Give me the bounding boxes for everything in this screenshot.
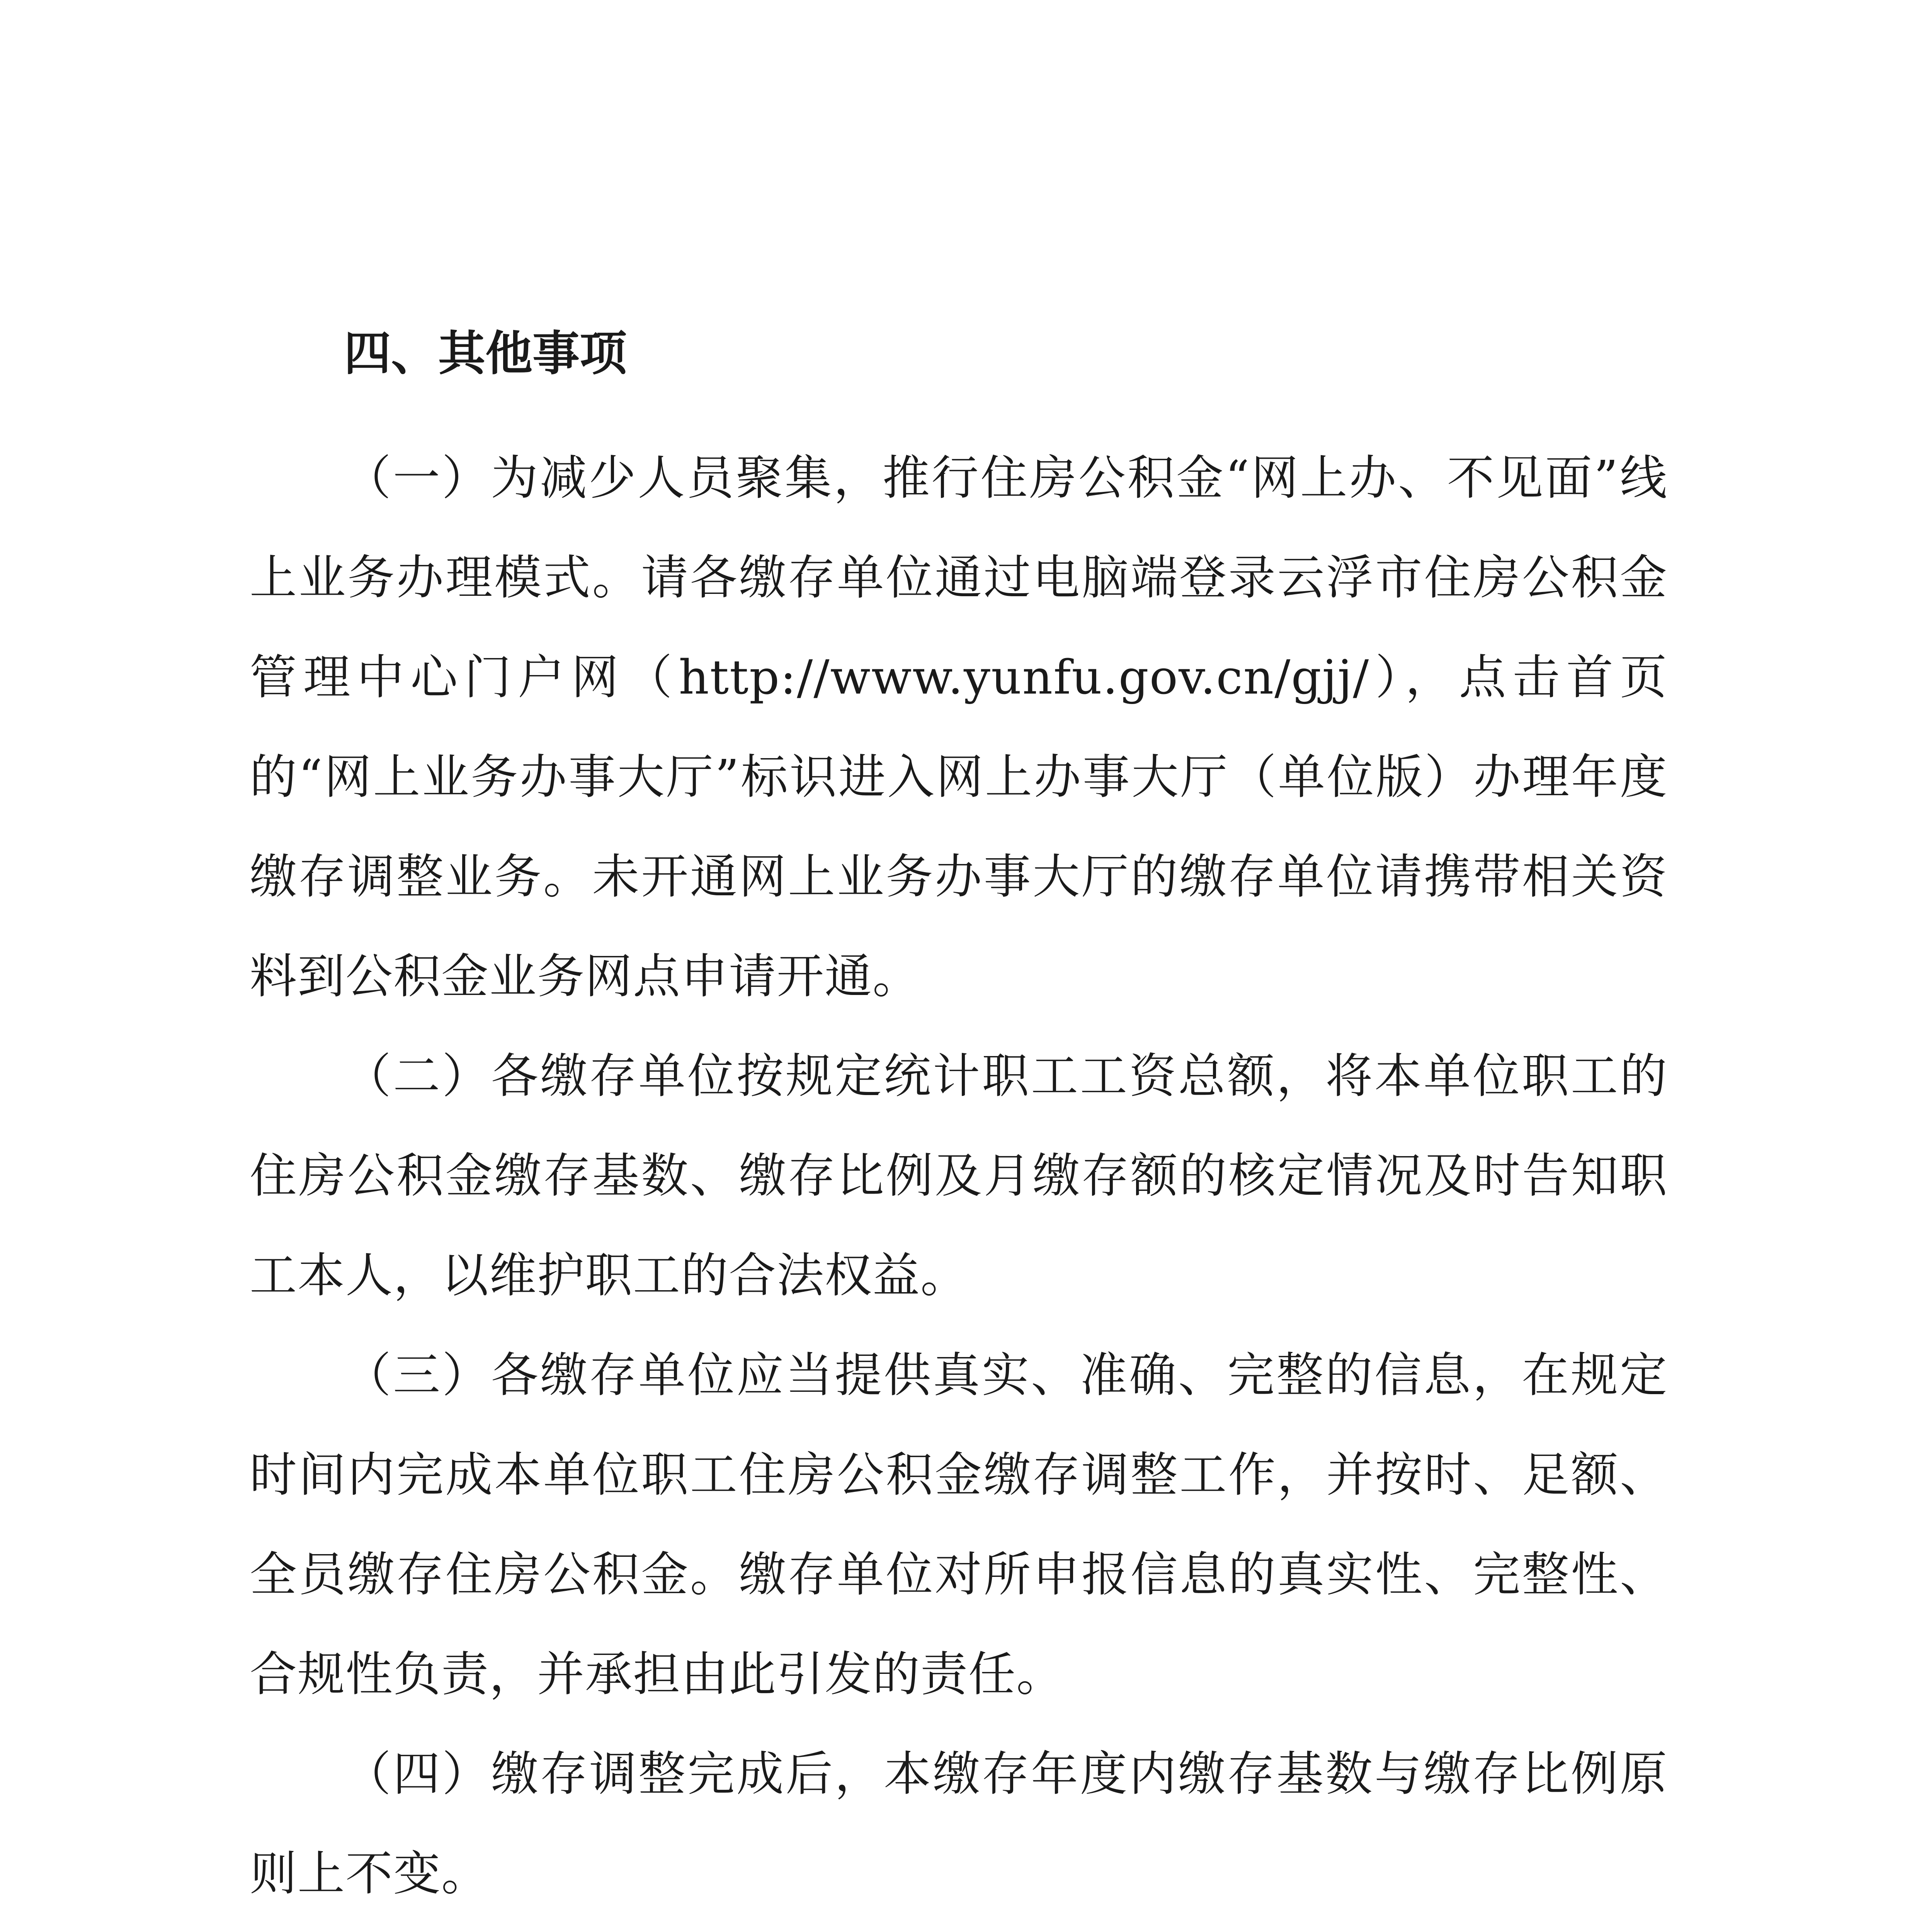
paragraph-item-1: （一）为减少人员聚集，推行住房公积金“网上办、不见面”线上业务办理模式。请各缴存单位通过电脑端登录云浮市住房公积金管理中心门户网（http://www.yunfu.gov.cn/gjj/），点击首页的“网上业务办事大厅”标识进入网上办事大厅（单位版）办理年度缴存调整业务。未开通网上业务办事大厅的缴存单位请携带相关资料到公积金业务网点申请开通。 — [250, 451, 1668, 1004]
paragraph-item-3: （三）各缴存单位应当提供真实、准确、完整的信息，在规定时间内完成本单位职工住房公积金缴存调整工作，并按时、足额、全员缴存住房公积金。缴存单位对所申报信息的真实性、完整性、合规性负责，并承担由此引发的责任。 — [250, 1348, 1668, 1702]
document-body — [250, 328, 1668, 1932]
paragraph-item-5 — [250, 1923, 1668, 1932]
paragraph-item-2: （二）各缴存单位按规定统计职工工资总额，将本单位职工的住房公积金缴存基数、缴存比例及月缴存额的核定情况及时告知职工本人，以维护职工的合法权益。 — [250, 1049, 1668, 1303]
paragraph-item-4: （四）缴存调整完成后，本缴存年度内缴存基数与缴存比例原则上不变。 — [250, 1747, 1668, 1901]
section-heading: 四、其他事项 — [344, 326, 627, 381]
